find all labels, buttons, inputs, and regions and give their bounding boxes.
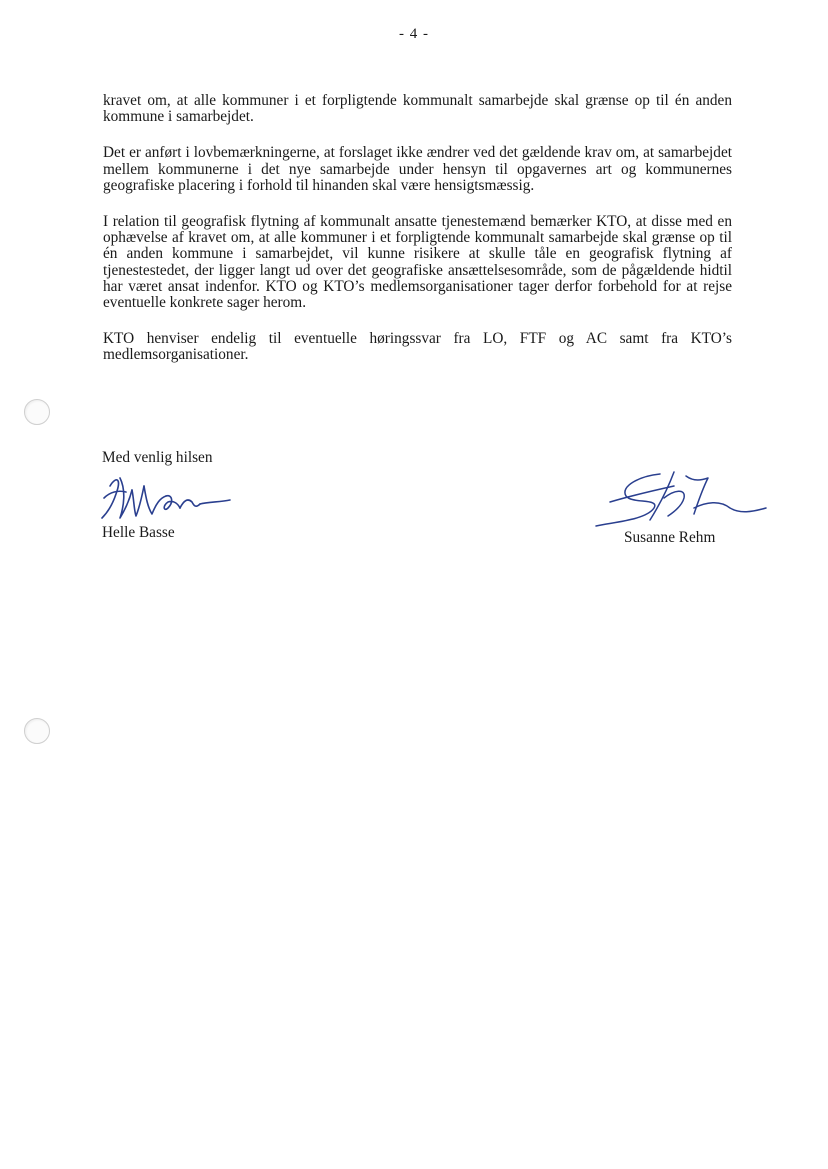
signatory-name-right: Susanne Rehm xyxy=(624,529,716,546)
letter-body xyxy=(103,93,732,384)
paragraph-2: Det er anført i lovbemærkningerne, at forslaget ikke ændrer ved det gældende krav om, at samarbejdet mellem kommunerne i det nye samarbejde under hensyn til opgavernes art og kommunernes geografiske placering i forhold til hinanden skal være hensigtsmæssig. xyxy=(103,144,732,194)
page-number: - 4 - xyxy=(399,26,429,42)
paragraph-3: I relation til geografisk flytning af kommunalt ansatte tjenestemænd bemærker KTO, at disse med en ophævelse af kravet om, at alle kommuner i et forpligtende kommunalt samarbejde skal grænse op til én anden kommune i samarbejdet, vil kunne risikere at skulle tåle en geografisk flytning af tjenestestedet, der ligger langt ud over det geografiske ansættelsesområde, som de pågældende hidtil har været ansat indenfor. KTO og KTO’s medlemsorganisationer tager derfor forbehold for at rejse eventuelle konkrete sager herom. xyxy=(103,213,732,312)
signature-susanne-rehm xyxy=(590,468,770,532)
signatory-name-left: Helle Basse xyxy=(102,524,175,541)
punch-hole-icon xyxy=(24,718,50,744)
paragraph-1: kravet om, at alle kommuner i et forpligtende kommunalt samarbejde skal grænse op til én anden kommune i samarbejdet. xyxy=(103,92,732,126)
closing-greeting: Med venlig hilsen xyxy=(102,449,213,466)
paragraph-4: KTO henviser endelig til eventuelle høringssvar fra LO, FTF og AC samt fra KTO’s medlemsorganisationer. xyxy=(103,330,732,364)
signature-helle-basse xyxy=(96,468,236,524)
punch-hole-icon xyxy=(24,399,50,425)
